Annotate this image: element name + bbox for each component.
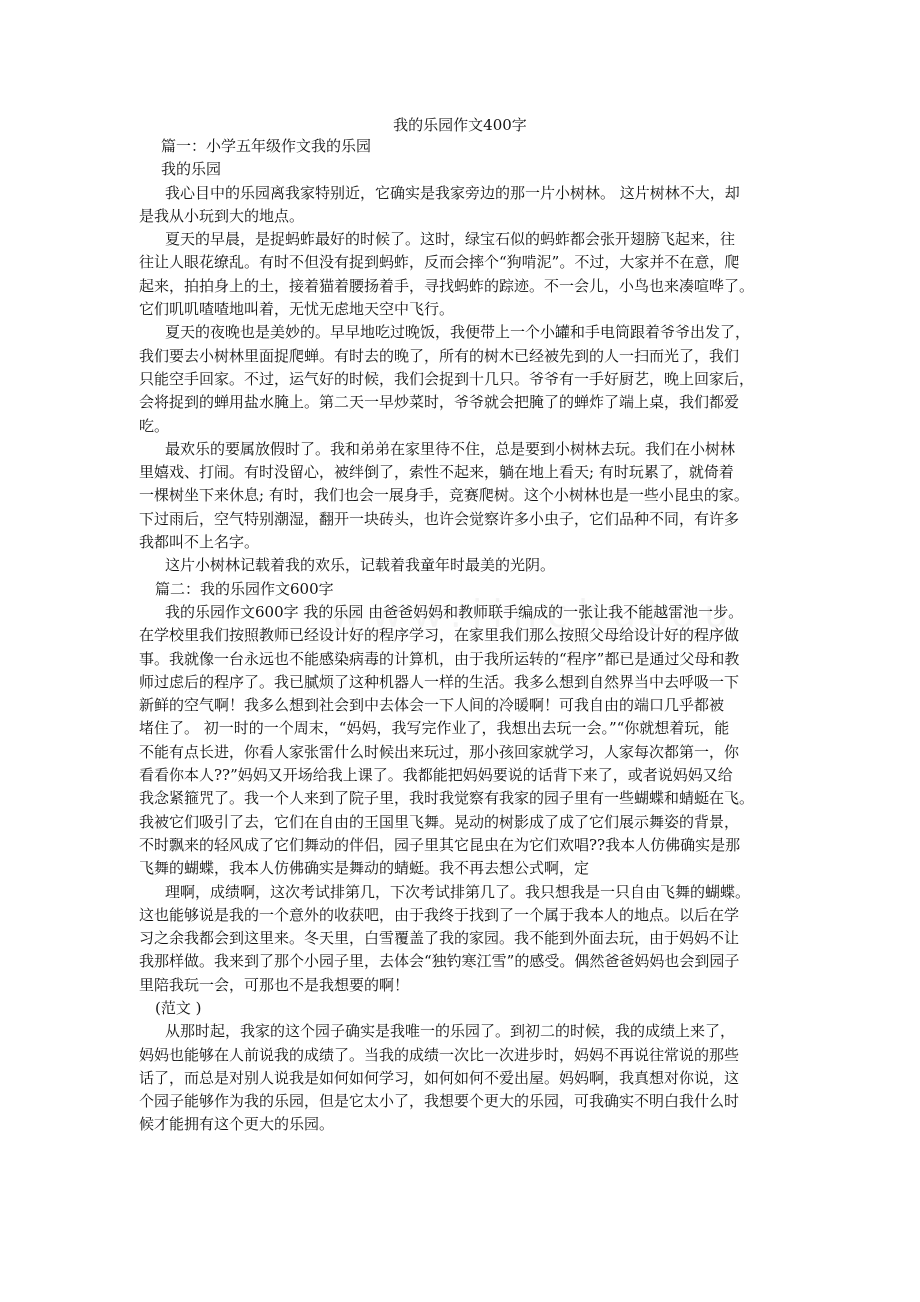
text-line: 我们要去小树林里面捉爬蝉。有时去的晚了，所有的树木已经被先到的人一扫而光了，我们 — [139, 346, 740, 365]
text-line: 习之余我都会到这里来。冬天里，白雪覆盖了我的家园。我不能到外面去玩，由于妈妈不让 — [139, 929, 740, 948]
text-line: 它们叽叽喳喳地叫着，无忧无虑地天空中飞行。 — [139, 300, 455, 319]
text-line: 候才能拥有这个更大的乐园。 — [139, 1115, 335, 1134]
text-line: 妈妈也能够在人前说我的成绩了。当我的成绩一次比一次进步时，妈妈不再说往常说的那些 — [139, 1045, 740, 1064]
text-line: 夏天的夜晚也是美妙的。早早地吃过晚饭，我便带上一个小罐和手电筒跟着爷爷出发了， — [165, 323, 751, 342]
text-line: 里嬉戏、打闹。有时没留心，被绊倒了，索性不起来，躺在地上看天; 有时玩累了，就倚着 — [139, 463, 734, 482]
text-line: 飞舞的蝴蝶，我本人仿佛确实是舞动的蜻蜓。我不再去想公式啊，定 — [139, 859, 590, 878]
text-line: 是我从小玩到大的地点。 — [139, 206, 305, 225]
text-line: 篇二：我的乐园作文600字 — [155, 579, 334, 598]
text-line: 我念紧箍咒了。我一个人来到了院子里，我时我觉察有我家的园子里有一些蝴蝶和蜻蜓在飞。 — [139, 789, 755, 808]
text-line: 起来，拍拍身上的土，接着猫着腰扬着手，寻找蚂蚱的踪迹。不一会儿，小鸟也来凑喧哗了。 — [139, 276, 755, 295]
text-line: (范文 ) — [155, 998, 202, 1017]
text-line: 最欢乐的要属放假时了。我和弟弟在家里待不住，总是要到小树林去玩。我们在小树林 — [165, 439, 736, 458]
text-line: 篇一：小学五年级作文我的乐园 — [161, 137, 372, 155]
text-line: 这也能够说是我的一个意外的收获吧，由于我终于找到了一个属于我本人的地点。以后在学 — [139, 905, 740, 924]
text-line: 看看你本人??”妈妈又开场给我上课了。我都能把妈妈要说的话背下来了，或者说妈妈又给 — [139, 766, 733, 785]
text-line: 往让人眼花缭乱。有时不但没有捉到蚂蚱，反而会摔个“狗啃泥”。不过，大家并不在意，爬 — [139, 253, 740, 272]
text-line: 我的乐园 — [161, 160, 222, 179]
text-line: 只能空手回家。不过，运气好的时候，我们会捉到十几只。爷爷有一手好厨艺，晚上回家后， — [139, 369, 755, 388]
text-line: 我心目中的乐园离我家特别近，它确实是我家旁边的那一片小树林。 这片树林不大，却 — [165, 183, 740, 202]
document-title: 我的乐园作文400字 — [393, 116, 527, 134]
text-line: 师过虑后的程序了。我已腻烦了这种机器人一样的生活。我多么想到自然界当中去呼吸一下 — [139, 672, 740, 691]
text-line: 会将捉到的蝉用盐水腌上。第二天一早炒菜时，爷爷就会把腌了的蝉炸了端上桌，我们都爱 — [139, 393, 740, 412]
text-line: 吃。 — [139, 416, 170, 435]
text-line: 从那时起，我家的这个园子确实是我唯一的乐园了。到初二的时候，我的成绩上来了， — [165, 1022, 736, 1041]
text-line: 夏天的早晨，是捉蚂蚱最好的时候了。这时，绿宝石似的蚂蚱都会张开翅膀飞起来，往 — [165, 230, 736, 249]
text-line: 个园子能够作为我的乐园，但是它太小了，我想要个更大的乐园，可我确实不明白我什么时 — [139, 1092, 740, 1111]
text-line: 我那样做。我来到了那个小园子里，去体会“独钓寒江雪”的感受。偶然爸爸妈妈也会到园子 — [139, 952, 740, 971]
text-line: 理啊，成绩啊，这次考试排第几，下次考试排第几了。我只想我是一只自由飞舞的蝴蝶。 — [165, 882, 751, 901]
text-line: 这片小树林记载着我的欢乐，记载着我童年时最美的光阴。 — [165, 556, 556, 575]
text-line: 我都叫不上名字。 — [139, 533, 260, 552]
text-line: 下过雨后，空气特别潮湿，翻开一块砖头，也许会觉察许多小虫子，它们品种不同，有许多 — [139, 509, 740, 528]
text-line: 里陪我玩一会，可那也不是我想要的啊！ — [139, 975, 410, 994]
text-line: 事。我就像一台永远也不能感染病毒的计算机，由于我所运转的“程序”都已是通过父母和教 — [139, 649, 740, 668]
text-line: 不能有点长进，你看人家张雷什么时候出来玩过，那小孩回家就学习，人家每次都第一，你 — [139, 742, 740, 761]
text-line: 我的乐园作文600字 我的乐园 由爸爸妈妈和教师联手编成的一张让我不能越雷池一步。 — [165, 602, 744, 621]
text-line: 新鲜的空气啊！我多么想到社会到中去体会一下人间的冷暖啊！可我自由的端口几乎都被 — [139, 696, 725, 715]
text-line: 堵住了。 初一时的一个周末，“妈妈，我写完作业了，我想出去玩一会。”“你就想着玩，能 — [139, 719, 730, 738]
text-line: 不时飘来的轻风成了它们舞动的伴侣，园子里其它昆虫在为它们欢唱??我本人仿佛确实是那 — [139, 835, 741, 854]
text-line: 我被它们吸引了去，它们在自由的王国里飞舞。晃动的树影成了成了它们展示舞姿的背景， — [139, 812, 740, 831]
text-line: 话了，而总是对别人说我是如何如何学习，如何如何不爱出屋。妈妈啊，我真想对你说，这 — [139, 1068, 740, 1087]
document-body — [139, 135, 799, 1137]
text-line: 在学校里我们按照教师已经设计好的程序学习，在家里我们那么按照父母给设计好的程序做 — [139, 626, 740, 645]
text-line: 一棵树坐下来休息; 有时，我们也会一展身手，竞赛爬树。这个小树林也是一些小昆虫的家。 — [139, 486, 749, 505]
